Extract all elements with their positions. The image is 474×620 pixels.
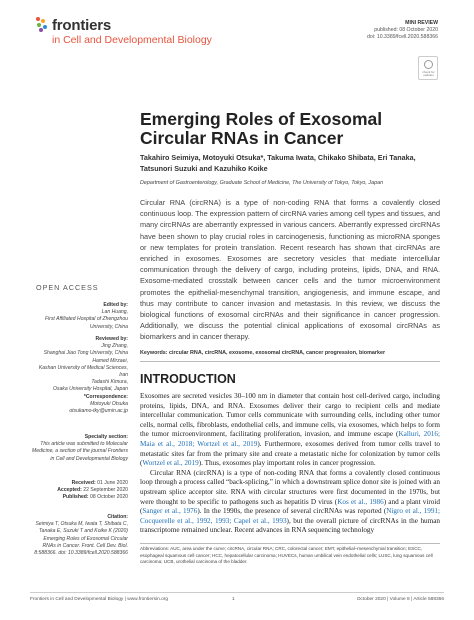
article-dates: Received: 01 June 2020 Accepted: 22 September 2020 Published: 08 October 2020 (57, 480, 128, 501)
paragraph: Circular RNA (circRNA) is a type of non-coding RNA that forms a covalently closed continuous loop through a process called “back-splicing,” in which a downstream splice donor site is joined with an upstream splice acceptor site. RNA with circular structures were first documented in the 1970s, but were thought to be specific to pathogens such as hepatitis D virus (Kos et al., 1986) and a plant viroid (Sanger et al., 1976). In the 1990s, the presence of several circRNAs was reported (Nigro et al., 1991; Cocquerelle et al., 1992, 1993; Capel et al., 1993), but the overall picture of circRNAs in the human transcriptome remained unclear. Recent advances in RNA sequencing technology (140, 468, 441, 535)
edited-by: Edited by: Lan Huang, First Affiliated Hospital of Zhengzhou University, China (44, 302, 128, 330)
divider (30, 592, 444, 593)
email-link[interactable]: otsukamo-tky@umin.ac.jp (69, 408, 128, 415)
correspondence: *Correspondence: Motoyuki Otsuka otsukamo-tky@umin.ac.jp (30, 394, 128, 416)
journal-name: in Cell and Developmental Biology (52, 34, 212, 46)
reviewed-by: Reviewed by: Jing Zhang, Shanghai Jiao Tong University, China Hamed Mirzaei, Kashan University of Medical Sciences, Iran Tadashi Kimura, Osaka University Hospital, Japan (38, 336, 128, 393)
footer-journal-link[interactable]: Frontiers in Cell and Developmental Biology | www.frontiersin.org (30, 597, 169, 602)
abstract: Circular RNA (circRNA) is a type of non-coding RNA that forms a covalently closed continuous loop. The expression pattern of circRNA varies among cell types and tissues, and many circRNAs are aberrantly expressed in various cancers. Aberrantly expressed circRNAs have been shown to play crucial roles in carcinogenesis, functioning as microRNA sponges or new templates for protein translation. Recent research has shown that circRNAs are enriched in exosomes. Exosomes are secretory vesicles that mediate intercellular communication through the delivery of cargo, including proteins, lipids, DNA, and RNA. Exosome-mediated crosstalk between cancer cells and the tumor microenvironment promotes the epithelial-mesenchymal transition, angiogenesis, and immune escape, and thus may contribute to cancer invasion and metastasis. In this review, we discuss the biological functions of exosomal circRNAs and their significance in cancer progression. Additionally, we discuss the potential clinical applications of exosomal circRNAs as biomarkers and in cancer therapy. (140, 198, 440, 342)
divider (140, 543, 440, 544)
open-access-label: OPEN ACCESS (36, 283, 99, 292)
abbreviations-footnote: Abbreviations: AUC, area under the curve; circRNA, circular RNA; CRC, colorectal cancer; EMT, epithelial–mesenchymal transition; ESCC, esophageal squamous cell cancer; HCC, hepatocellular carcinoma; HUVECs, human umbilical vein endothelial cells; LUSC, lung squamous cell carcinoma; UCB, urothelial carcinoma of the bladder. (140, 546, 433, 565)
author-list: Takahiro Seimiya, Motoyuki Otsuka*, Takuma Iwata, Chikako Shibata, Eri Tanaka, Tatsunori Suzuki and Kazuhiko Koike (140, 153, 416, 173)
citation-link[interactable]: Kalluri, 2016; Maia et al., 2018; Wortzel et al., 2019 (140, 430, 440, 448)
affiliation: Department of Gastroenterology, Graduate School of Medicine, The University of Tokyo, Tokyo, Japan (140, 180, 384, 186)
page-number: 1 (232, 597, 235, 602)
footer-volume-info: October 2020 | Volume 8 | Article 588366 (356, 597, 444, 602)
introduction-body (140, 392, 440, 536)
check-for-updates-button[interactable] (418, 56, 438, 80)
article-meta (367, 20, 438, 42)
citation-link[interactable]: Nigro et al., 1991; Cocquerelle et al., 1992, 1993; Capel et al., 1993 (140, 507, 440, 525)
citation-link[interactable]: Sanger et al., 1976 (142, 507, 198, 516)
badge-label: check for updates (422, 70, 435, 78)
section-heading: INTRODUCTION (140, 372, 236, 386)
doi-link[interactable]: doi: 10.3389/fcell.2020.588366 (367, 34, 438, 41)
article-title: Emerging Roles of Exosomal Circular RNAs in Cancer (140, 109, 383, 148)
frontiers-logo-icon (36, 17, 50, 33)
citation-link[interactable]: Wortzel et al., 2019 (142, 459, 199, 468)
paragraph: Exosomes are secreted vesicles 30–100 nm in diameter that contain host cell-derived cargo, including proteins, lipids, DNA, and RNA. Exosomes deliver their cargo to recipient cells and mediate intercellular communication. Tumor cells communicate with surrounding cells, including other tumor cells, normal cells, fibroblasts, endothelial cells, and immune cells, via exosomes, which helps to form the tumor microenvironment, facilitating proliferation, invasion, and immune escape (Kalluri, 2016; Maia et al., 2018; Wortzel et al., 2019). Furthermore, exosomes derived from tumor cells travel to metastatic sites far from the primary site and create a metastatic niche for colonization by tumor cells (Wortzel et al., 2019). Thus, exosomes play important roles in cancer progression. (140, 392, 441, 468)
citation-info: Citation: Seimiya T, Otsuka M, Iwata T, Shibata C, Tanaka E, Suzuki T and Koike K (2020) Emerging Roles of Exosomal Circular RNAs in Cancer. Front. Cell Dev. Biol. 8:588366. doi: 10.3389/fcell.2020.588366 (34, 514, 128, 557)
article-type: MINI REVIEW (405, 20, 438, 26)
update-icon (424, 60, 433, 69)
published-date: published: 08 October 2020 (374, 27, 438, 34)
divider (140, 361, 440, 362)
keywords: Keywords: circular RNA, circRNA, exosome, exosomal circRNA, cancer progression, biomarker (140, 350, 386, 356)
specialty-section: Specialty section: This article was submitted to Molecular Medicine, a section of the journal Frontiers in Cell and Developmental Biology (32, 434, 128, 462)
brand-name: frontiers (52, 17, 112, 34)
citation-link[interactable]: Kos et al., 1986 (337, 497, 384, 506)
